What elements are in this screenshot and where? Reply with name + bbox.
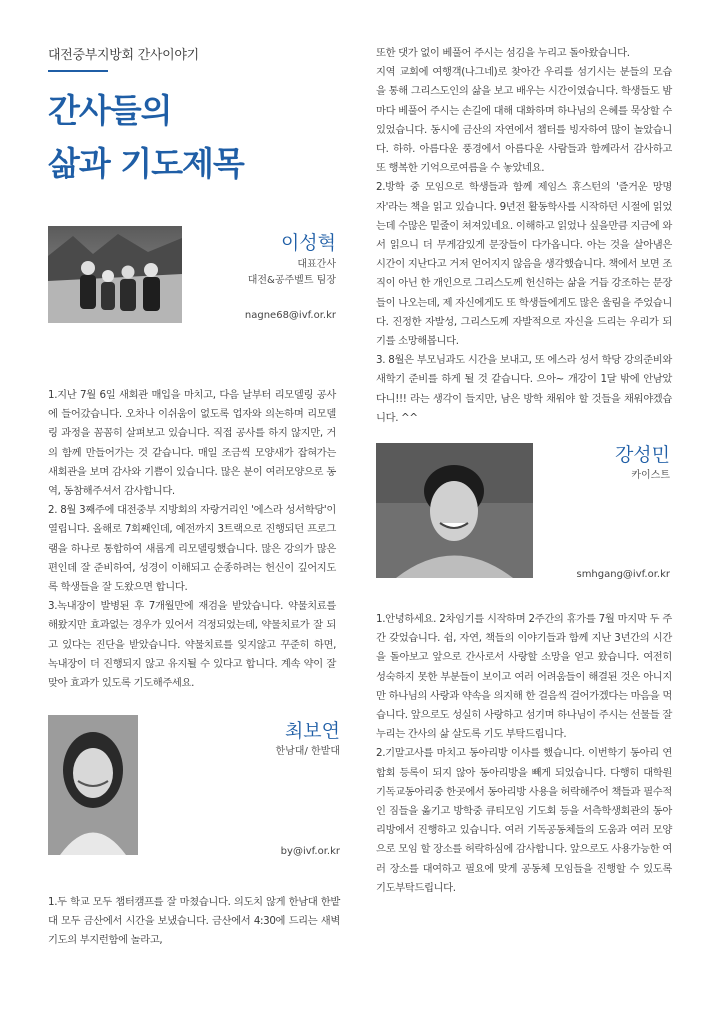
email-kang[interactable]: smhgang@ivf.or.kr — [576, 569, 670, 580]
paragraph: 2.방학 중 모임으로 학생들과 함께 제임스 휴스턴의 '즐거운 망명자'라는 책을 읽고 있습니다. 9년전 활동학사를 시작하던 시절에 읽었는데 수많은 밑줄이 쳐져있네요. 이해하고 읽었나 싶을만큼 지금에 와서 읽으니 더 무게감있게 문장들이 다가옵니다. 아는 것을 살아냄은 시간이 지난다고 거저 얻어지지 않음을 생각했습니다. 책에서 보면 조직이 아닌 한 개인으로 그리스도께 헌신하는 삶을 거듭 강조하는 문장들이 나오는데, 제 자신에게도 또 학생들에게도 많은 울림을 주었습니다. 진정한 자발성, 그리스도께 자발적으로 자신을 드리는 우리가 되기를 소망해봅니다. — [376, 181, 672, 348]
person-role-lee — [200, 257, 336, 289]
portrait-illustration — [376, 443, 533, 578]
email-lee[interactable]: nagne68@ivf.or.kr — [244, 310, 336, 321]
portrait-illustration — [48, 715, 138, 855]
family-photo-illustration — [48, 226, 182, 323]
person-name-choi: 최보연 — [284, 720, 340, 742]
role-line: 대표간사 — [297, 259, 336, 270]
paragraph: 1.지난 7월 6일 새회관 매입을 마치고, 다음 날부터 리모델링 공사에 들어갔습니다. 오차나 이쉬움이 없도록 업자와 의논하며 리모델링 과정을 꼼꼼히 살펴보고 있습니다. 직접 공사를 하지 않지만, 거의 함께 만들어가는 것 같습니다. 매일 조금씩 모양새가 잡혀가는 새회관을 보며 감사와 기쁨이 있습니다. 많은 분이 여러모양으로 동역, 동참해주셔서 감사합니다. — [48, 389, 336, 498]
person-role-kang: 카이스트 — [631, 470, 670, 481]
role-line: 대전&공주벨트 팀장 — [247, 275, 336, 286]
page-title — [48, 84, 244, 190]
paragraph: 2.기말고사를 마치고 동아리방 이사를 했습니다. 이번학기 동아리 연합회 등록이 되지 않아 동아리방을 빼게 되었습니다. 다행히 대학원 기독교동아리중 한곳에서 동아리방 사용을 허락해주어 책들과 필수적인 짐들을 옮기고 방학중 큐티모임 기도회 등을 서측학생회관의 동아리방에서 진행하고 있습니다. 여러 기독공동체들의 도움과 여러 모양으로 모임 할 장소를 허락하심에 감사합니다. 앞으로도 사용가능한 여러 장소를 대여하고 필요에 맞게 공동체 모임들을 진행할 수 있도록 기도부탁드립니다. — [376, 747, 672, 894]
paragraph: 3.녹내장이 발병된 후 7개월만에 재검을 받았습니다. 약물치료를 해왔지만 효과없는 경우가 있어서 걱정되었는데, 약물치료가 잘 되고 있다는 진단을 받았습니다. 약물치료를 잊지않고 꾸준히 하면, 녹내장이 더 진행되지 않고 유지될 수 있다고 합니다. 계속 약이 잘 맞아 효과가 있도록 기도해주세요. — [48, 600, 336, 690]
lee-prayer-text — [48, 386, 336, 693]
title-line-2: 삶과 기도제목 — [48, 144, 244, 183]
person-name-lee: 이성혁 — [280, 232, 336, 254]
email-choi[interactable]: by@ivf.or.kr — [280, 846, 340, 857]
person-role-choi: 한남대/ 한밭대 — [275, 746, 340, 757]
choi-prayer-text — [48, 893, 340, 951]
section-rule — [48, 70, 108, 72]
family-photo — [48, 226, 182, 323]
choi-prayer-text-continued — [376, 44, 672, 428]
paragraph: 지역 교회에 여행객(나그네)로 찾아간 우리를 섬기시는 분들의 모습을 통해 그리스도인의 삶을 보고 배우는 시간이였습니다. 학생들도 밤마다 베풀어 주시는 손길에 대해 대화하며 하나님의 은혜를 묵상할 수 있었습니다. 동시에 금산의 자연에서 챕터를 빙자하여 많이 놀았습니다. 하하. 아름다운 풍경에서 아름다운 사람들과 함께라서 감사하고 또 행복한 기억으로여름을 수 놓았네요. — [376, 66, 672, 175]
paragraph: 3. 8월은 부모님과도 시간을 보내고, 또 에스라 성서 학당 강의준비와 새학기 준비를 하게 될 것 같습니다. 으아~ 개강이 1달 밖에 안남았다니!!! 라는 생각이 들지만, 남은 방학 채워야 할 것들을 채워야겠습니다. ^^ — [376, 354, 672, 424]
portrait-photo-kang — [376, 443, 533, 578]
paragraph: 1.두 학교 모두 챕터캠프를 잘 마쳤습니다. 의도치 않게 한남대 한밭대 모두 금산에서 시간을 보냈습니다. 금산에서 4:30에 드리는 새벽기도의 부지런함에 놀라고, — [48, 896, 340, 947]
kang-prayer-text — [376, 610, 672, 898]
paragraph: 또한 댓가 없이 베풀어 주시는 섬김을 누리고 돌아왔습니다. — [376, 47, 630, 59]
title-line-1: 간사들의 — [48, 91, 172, 130]
section-label: 대전중부지방회 간사이야기 — [48, 48, 199, 63]
portrait-photo-choi — [48, 715, 138, 855]
paragraph: 1.안녕하세요. 2차임기를 시작하며 2주간의 휴가를 7월 마지막 두 주간 갖었습니다. 쉼, 자연, 책들의 이야기들과 함께 지난 3년간의 시간을 돌아보고 앞으로 간사로서 사랑할 소망을 얻고 왔습니다. 여전히 성숙하지 못한 부분들이 보이고 여러 어려움들이 해결된 것은 아니지만 하나님의 사랑과 약속을 의지해 한 걸음씩 걸어가겠다는 마음을 먹습니다. 앞으로도 성실히 사랑하고 섬기며 하나님이 주시는 선물들 잘 누리는 간사의 삶 살도록 기도 부탁드립니다. — [376, 613, 672, 741]
person-name-kang: 강성민 — [614, 444, 670, 466]
paragraph: 2. 8월 3째주에 대전중부 지방회의 자랑거리인 '에스라 성서학당'이 열립니다. 올해로 7회째인데, 예전까지 3트랙으로 진행되던 프로그램을 하나로 통합하여 새롭게 리모델링했습니다. 많은 강의가 많은 편인데 잘 준비하여, 성경이 이해되고 순종하려는 헌신이 깊어지도록 학생들을 잘 도왔으면 합니다. — [48, 504, 336, 594]
